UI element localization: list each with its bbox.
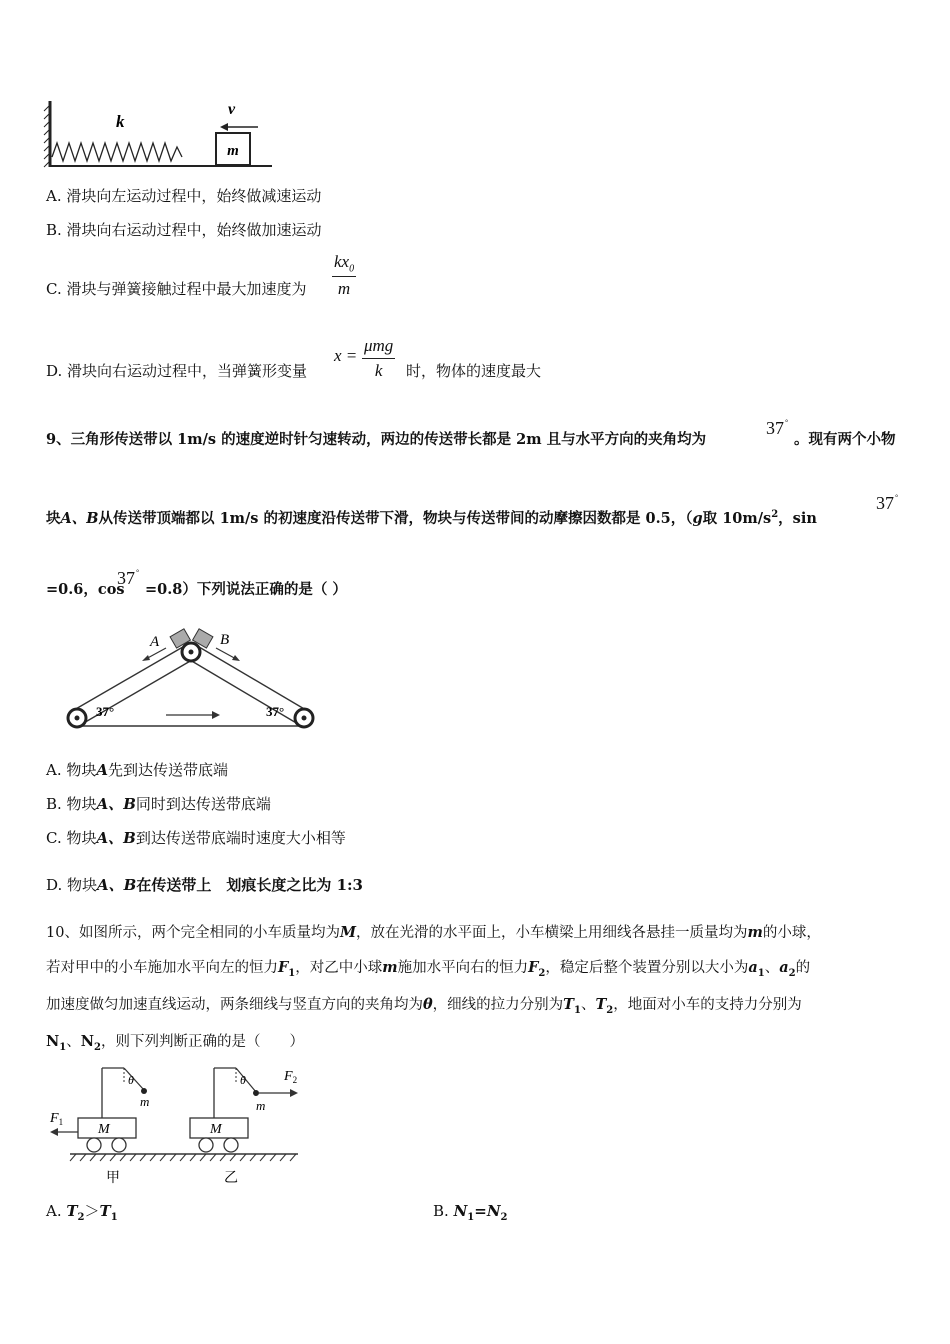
left-pulley — [68, 709, 86, 727]
right-pulley — [295, 709, 313, 727]
q10-line1: 10、如图所示，两个完全相同的小车质量均为M，放在光滑的水平面上，小车横梁上用细线各悬挂一质量均为m的小球， — [46, 924, 821, 941]
svg-text:m: m — [227, 143, 239, 159]
spring — [52, 143, 182, 161]
cart-figure — [40, 1062, 310, 1188]
angle-left-label: 37° — [96, 704, 115, 719]
q10-line4: $N_1$、$N_2$，则下列判断正确的是（ ） — [46, 1033, 304, 1053]
svg-text:F1: $F_1$ — [50, 1111, 64, 1127]
q9-option-c: C. 物块A、B到达传送带底端时速度大小相等 — [46, 829, 346, 847]
q10-line2: 若对甲中的小车施加水平向左的恒力$F_1$，对乙中小球m施加水平向右的恒力$F_2$，稳定后整个装置分别以大小为$a_1$、$a_2$的 — [46, 959, 811, 979]
q9-line1: 9、三角形传送带以 1m/s 的速度逆时针匀速转动，两边的传送带长都是 2m 且与水平方向的夹角均为 — [46, 431, 707, 448]
q8-option-c-fraction: $kx_0$ m — [334, 252, 355, 299]
svg-text:乙: 乙 — [224, 1171, 238, 1186]
q9-option-a: A. 物块A先到达传送带底端 — [46, 761, 229, 779]
svg-text:m: m — [256, 1098, 266, 1113]
q8-option-d-pre: D. 滑块向右运动过程中，当弹簧形变量 — [46, 362, 308, 380]
label-a: A — [150, 634, 160, 650]
q10-option-a: A. $T_2>T_1$ — [46, 1202, 118, 1223]
spring-block-figure — [40, 95, 280, 175]
q9-angle-3: 37° — [117, 568, 140, 588]
q9-angle-1: 37° — [766, 418, 789, 438]
q8-option-d-fraction: μmg k — [364, 336, 394, 380]
svg-text:F2: $F_2$ — [284, 1069, 298, 1085]
cart-jia — [49, 1068, 149, 1186]
q10-line3: 加速度做匀加速直线运动，两条细线与竖直方向的夹角均为θ，细线的拉力分别为$T_1$、$T_2$，地面对小车的支持力分别为 — [46, 996, 802, 1016]
q8-option-c: C. 滑块与弹簧接触过程中最大加速度为 — [46, 280, 307, 298]
svg-text:M: M — [98, 1122, 110, 1137]
q9-option-b: B. 物块A、B同时到达传送带底端 — [46, 795, 271, 813]
svg-text:M: M — [210, 1122, 222, 1137]
q8-option-a: A. 滑块向左运动过程中，始终做减速运动 — [46, 187, 322, 205]
svg-text:m: m — [140, 1094, 150, 1109]
q8-option-b: B. 滑块向右运动过程中，始终做加速运动 — [46, 221, 322, 239]
q9-line3-b: =0.8）下列说法正确的是（ ） — [145, 581, 347, 598]
cart-yi — [190, 1068, 298, 1186]
svg-text:甲: 甲 — [106, 1171, 120, 1186]
q9-option-d: D. 物块A、B在传送带上 划痕长度之比为 1:3 — [46, 876, 363, 894]
q9-line3-a: =0.6，cos — [46, 581, 125, 598]
q9-line2: 块A、B从传送带顶端都以 1m/s 的初速度沿传送带下滑，物块与传送带间的动摩擦因数都是 0.5，（g取 $10m/s^2$，sin — [46, 509, 817, 527]
label-b: B — [220, 632, 230, 648]
svg-text:θ: θ — [240, 1073, 246, 1087]
svg-text:θ: θ — [128, 1073, 134, 1087]
spring-constant-label: k — [116, 112, 125, 131]
conveyor-figure — [60, 622, 330, 734]
q9-line1-end: 。现有两个小物 — [794, 431, 896, 448]
q8-option-d-lhs: x = — [334, 346, 358, 365]
q9-angle-2: 37° — [876, 493, 899, 513]
q8-option-d-post: 时，物体的速度最大 — [406, 362, 542, 380]
top-pulley — [182, 643, 200, 661]
angle-right-label: 37° — [266, 704, 285, 719]
velocity-label: v — [228, 101, 236, 118]
q10-option-b: B. $N_1=N_2$ — [433, 1202, 508, 1223]
